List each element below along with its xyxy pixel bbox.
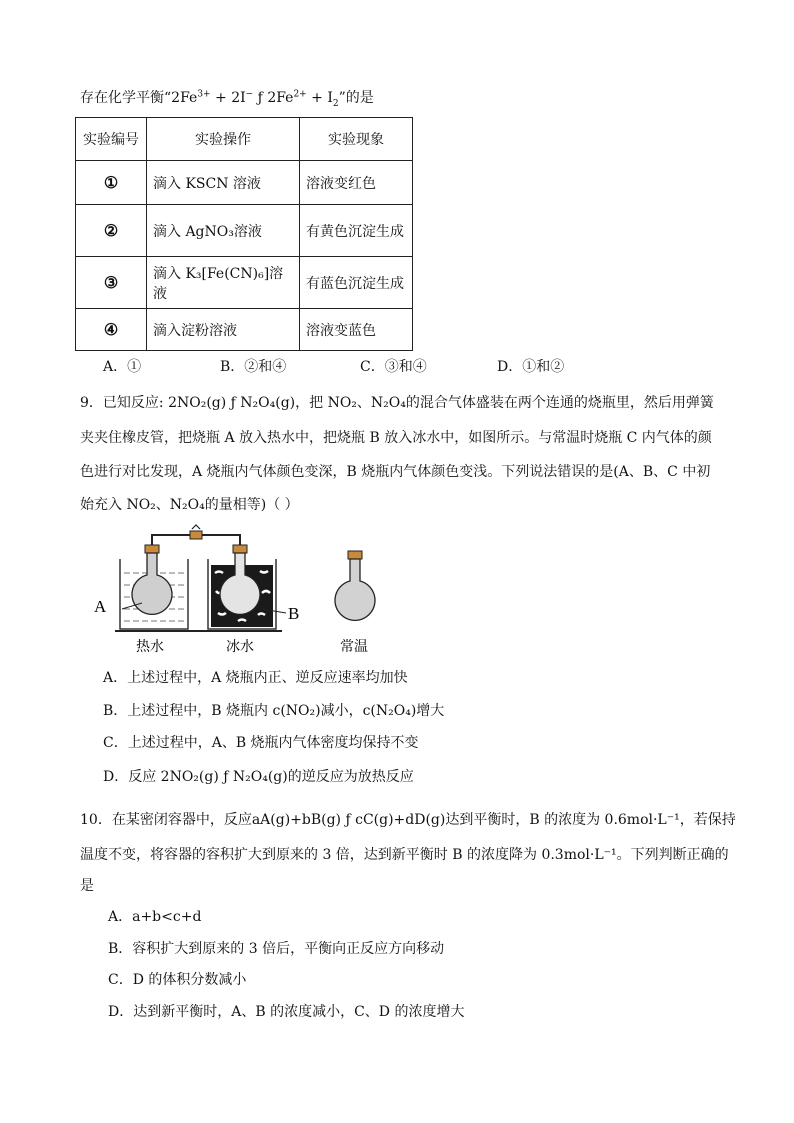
spring-clamp-icon	[190, 525, 202, 539]
row-number: ④	[76, 309, 147, 351]
label-room-temp: 常温	[340, 639, 368, 655]
q10-option-c[interactable]: C．D 的体积分数减小	[108, 972, 247, 988]
row-number: ③	[76, 257, 147, 309]
row-operation: 滴入 K₃[Fe(CN)₆]溶液	[147, 257, 300, 309]
table-row	[76, 309, 413, 351]
eq-sup: 2+	[293, 89, 307, 100]
stem-suffix: ”的是	[338, 90, 374, 106]
row-result: 有黄色沉淀生成	[300, 205, 413, 257]
row-number: ①	[76, 161, 147, 205]
flask-c	[335, 551, 375, 620]
eq-mid: + 2I	[210, 90, 246, 106]
label-a: A	[94, 597, 107, 616]
q10-option-d[interactable]: D．达到新平衡时，A、B 的浓度减小，C、D 的浓度增大	[108, 1004, 465, 1020]
eq-plus: + I	[306, 90, 333, 106]
q9-stem-line: 色进行对比发现，A 烧瓶内气体颜色变深，B 烧瓶内气体颜色变浅。下列说法错误的是(A、B、C 中初	[80, 464, 711, 480]
q8-option-c[interactable]: C．③和④	[360, 359, 427, 375]
q9-stem-line: 夹夹住橡皮管，把烧瓶 A 放入热水中，把烧瓶 B 放入冰水中，如图所示。与常温时烧瓶 C 内气体的颜	[80, 430, 712, 446]
q9-stem-line: 始充入 NO₂、N₂O₄的量相等)（ ）	[80, 497, 299, 513]
row-operation: 滴入淀粉溶液	[147, 309, 300, 351]
eq-left: 2Fe	[171, 90, 198, 106]
row-result: 溶液变蓝色	[300, 309, 413, 351]
table-row	[76, 205, 413, 257]
q9-option-d[interactable]: D．反应 2NO₂(g) ƒ N₂O₄(g)的逆反应为放热反应	[103, 769, 414, 785]
q9-option-b[interactable]: B．上述过程中，B 烧瓶内 c(NO₂)减小，c(N₂O₄)增大	[103, 703, 445, 719]
label-hot-water: 热水	[136, 639, 164, 655]
flask-apparatus-figure	[90, 523, 410, 663]
q9-option-a[interactable]: A．上述过程中，A 烧瓶内正、逆反应速率均加快	[103, 670, 408, 686]
q10-stem-line: 温度不变，将容器的容积扩大到原来的 3 倍，达到新平衡时 B 的浓度降为 0.3mol·L⁻¹。下列判断正确的	[80, 847, 729, 863]
eq-right: 2Fe	[267, 90, 294, 106]
q9-stem-line: 9．已知反应: 2NO₂(g) ƒ N₂O₄(g)，把 NO₂、N₂O₄的混合气体盛装在两个连通的烧瓶里，然后用弹簧	[80, 395, 714, 411]
header-cell: 实验现象	[300, 118, 413, 161]
q10-stem-line: 是	[80, 878, 94, 894]
row-operation: 滴入 AgNO₃溶液	[147, 205, 300, 257]
label-ice-water: 冰水	[226, 639, 254, 655]
row-number: ②	[76, 205, 147, 257]
q8-option-a[interactable]: A．①	[103, 359, 142, 375]
q10-option-a[interactable]: A．a+b<c+d	[108, 909, 202, 925]
eq-sub: 2	[332, 98, 339, 109]
experiment-table	[75, 117, 413, 351]
row-result: 溶液变红色	[300, 161, 413, 205]
stem-prefix: 存在化学平衡“	[80, 90, 172, 106]
table-header-row	[76, 118, 413, 161]
q10-stem-line: 10．在某密闭容器中，反应aA(g)+bB(g) ƒ cC(g)+dD(g)达到平衡时，B 的浓度为 0.6mol·L⁻¹，若保持	[80, 812, 736, 828]
header-cell: 实验操作	[147, 118, 300, 161]
q9-option-c[interactable]: C．上述过程中，A、B 烧瓶内气体密度均保持不变	[103, 735, 419, 751]
eq-sup: 3+	[197, 89, 211, 100]
row-result: 有蓝色沉淀生成	[300, 257, 413, 309]
flask-b	[220, 545, 260, 614]
eq-sup: −	[245, 89, 254, 100]
q8-option-d[interactable]: D．①和②	[497, 359, 565, 375]
q8-option-b[interactable]: B．②和④	[220, 359, 287, 375]
header-cell: 实验编号	[76, 118, 147, 161]
label-b: B	[288, 604, 300, 623]
q8-stem	[80, 88, 374, 108]
row-operation: 滴入 KSCN 溶液	[147, 161, 300, 205]
eq-arrow: ƒ	[253, 90, 268, 106]
table-row	[76, 257, 413, 309]
table-row	[76, 161, 413, 205]
q10-option-b[interactable]: B．容积扩大到原来的 3 倍后，平衡向正反应方向移动	[108, 941, 445, 957]
